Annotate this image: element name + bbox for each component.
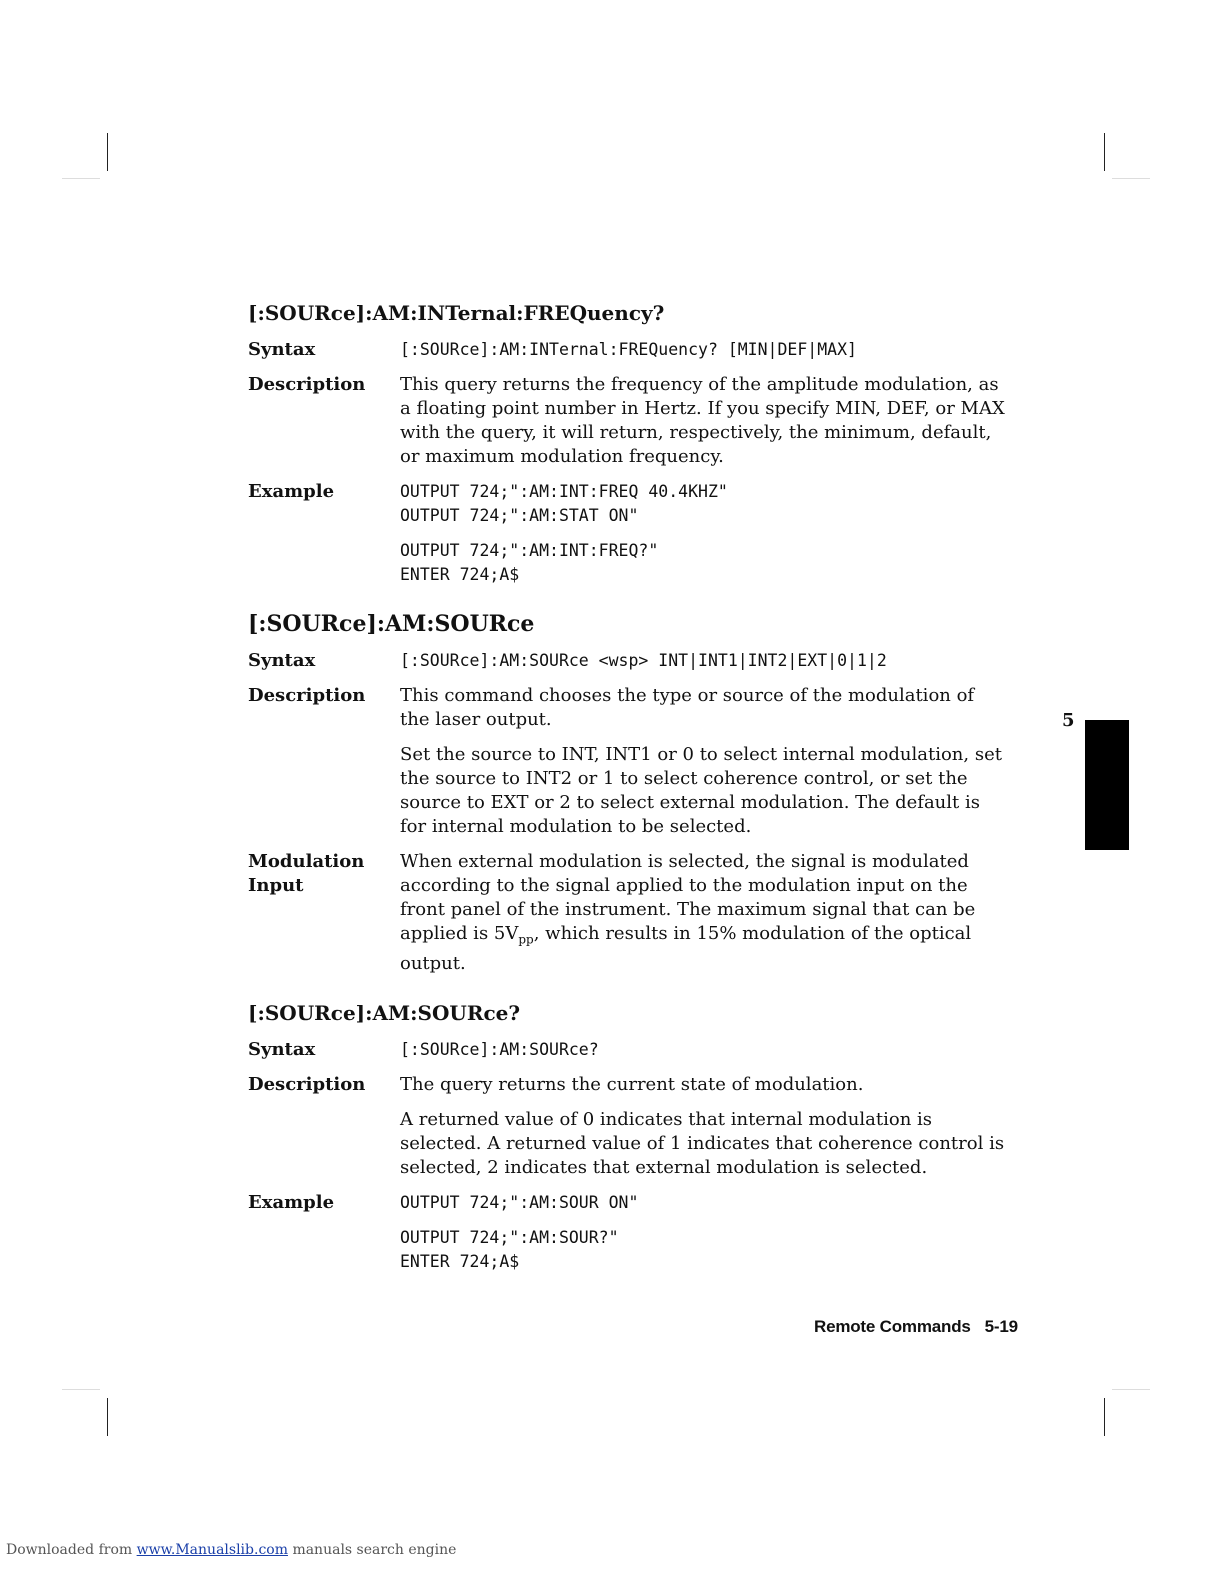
chapter-tab-marker xyxy=(1085,720,1129,850)
download-note: Downloaded from www.Manualslib.com manuals search engine xyxy=(6,1542,457,1558)
description-row xyxy=(248,1073,1008,1180)
modulation-input-text: When external modulation is selected, the signal is modulated according to the signal applied to the modulation input on the front panel of the instrument. The maximum signal that can be applied is $5V_{pp}$, which results in 15% modulation of the optical output. xyxy=(400,851,976,974)
code-line: OUTPUT 724;":AM:INT:FREQ 40.4KHZ" xyxy=(400,482,728,501)
page-content xyxy=(248,298,1008,1296)
label-line: Modulation xyxy=(248,851,365,872)
description-paragraph: Set the source to INT, INT1 or 0 to select internal modulation, set the source to INT2 or 1 to select coherence control, or set the source to EXT or 2 to select external modulation. The default is for internal modulation to be selected. xyxy=(400,744,1002,837)
description-paragraph: The query returns the current state of modulation. xyxy=(400,1073,864,1095)
crop-mark xyxy=(107,133,108,171)
syntax-row xyxy=(248,1038,1008,1062)
description-text: This query returns the frequency of the amplitude modulation, as a floating point number in Hertz. If you specify MIN, DEF, or MAX with the query, it will return, respectively, the minimum, default, or maximum modulation frequency. xyxy=(400,374,1005,467)
crop-mark xyxy=(62,178,100,179)
example-code xyxy=(400,480,1008,587)
syntax-label: Syntax xyxy=(248,1038,316,1060)
crop-mark xyxy=(1104,133,1105,171)
description-paragraph: This command chooses the type or source of the modulation of the laser output. xyxy=(400,685,975,730)
example-code xyxy=(400,1191,1008,1274)
chapter-tab-number: 5 xyxy=(1062,710,1075,731)
description-label: Description xyxy=(248,1073,366,1095)
footer-section: Remote Commands xyxy=(814,1317,971,1336)
page-footer xyxy=(814,1317,1018,1337)
syntax-text: [:SOURce]:AM:SOURce? xyxy=(400,1039,599,1059)
modulation-input-label xyxy=(248,850,400,976)
crop-mark xyxy=(1104,1398,1105,1436)
label-line: Input xyxy=(248,875,304,896)
description-text xyxy=(400,1073,1008,1180)
description-row xyxy=(248,373,1008,469)
crop-mark xyxy=(1112,178,1150,179)
crop-mark xyxy=(62,1389,100,1390)
syntax-label: Syntax xyxy=(248,339,316,360)
crop-mark xyxy=(1112,1389,1150,1390)
code-line: OUTPUT 724;":AM:STAT ON" xyxy=(400,506,639,525)
description-text xyxy=(400,684,1008,839)
section-heading: [:SOURce]:AM:SOURce? xyxy=(248,1000,521,1025)
description-label: Description xyxy=(248,374,366,395)
syntax-text: [:SOURce]:AM:SOURce <wsp> INT|INT1|INT2|EXT|0|1|2 xyxy=(400,651,887,670)
description-label: Description xyxy=(248,685,366,706)
code-line: ENTER 724;A$ xyxy=(400,1251,520,1271)
description-paragraph: A returned value of 0 indicates that internal modulation is selected. A returned value of 1 indicates that coherence control is selected, 2 indicates that external modulation is selected. xyxy=(400,1108,1005,1178)
crop-mark xyxy=(107,1398,108,1436)
syntax-text: [:SOURce]:AM:INTernal:FREQuency? [MIN|DEF|MAX] xyxy=(400,340,857,359)
section-heading: [:SOURce]:AM:SOURce xyxy=(248,611,535,637)
example-row xyxy=(248,1191,1008,1274)
section-am-source-query xyxy=(248,998,1008,1274)
section-am-internal-frequency-query xyxy=(248,298,1008,587)
example-row xyxy=(248,480,1008,587)
example-label: Example xyxy=(248,1191,335,1213)
code-line: OUTPUT 724;":AM:INT:FREQ?" xyxy=(400,541,659,560)
syntax-row xyxy=(248,649,1008,673)
example-label: Example xyxy=(248,481,335,502)
section-am-source xyxy=(248,609,1008,976)
code-line: ENTER 724;A$ xyxy=(400,565,520,584)
syntax-label: Syntax xyxy=(248,650,316,671)
page-number: 5-19 xyxy=(984,1317,1018,1336)
code-line: OUTPUT 724;":AM:SOUR?" xyxy=(400,1227,619,1247)
code-line: OUTPUT 724;":AM:SOUR ON" xyxy=(400,1192,639,1212)
section-heading: [:SOURce]:AM:INTernal:FREQuency? xyxy=(248,301,665,325)
syntax-row xyxy=(248,338,1008,362)
manualslib-link[interactable]: www.Manualslib.com xyxy=(136,1542,288,1558)
modulation-input-row xyxy=(248,850,1008,976)
description-row xyxy=(248,684,1008,839)
